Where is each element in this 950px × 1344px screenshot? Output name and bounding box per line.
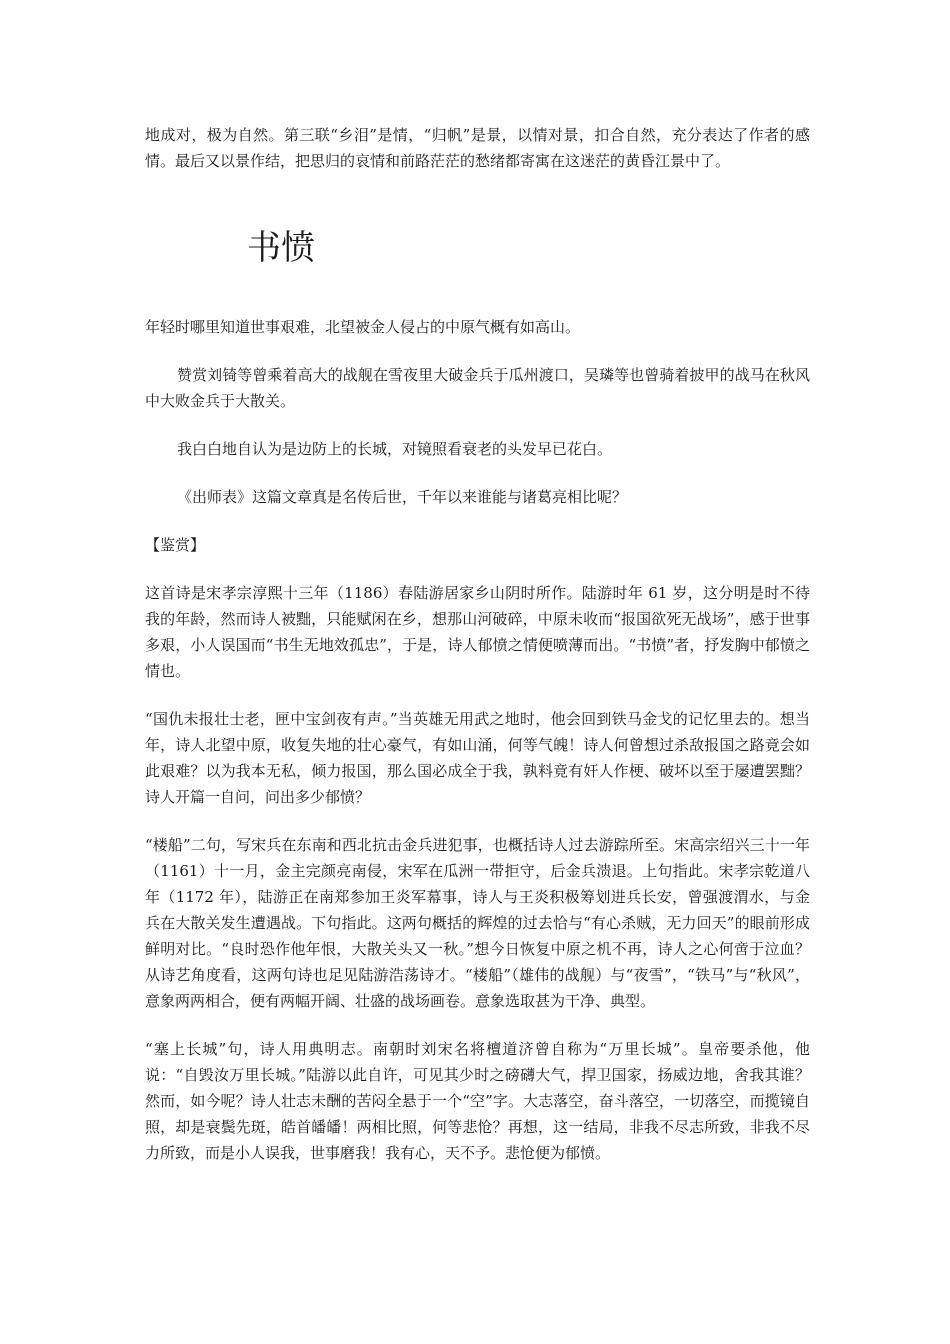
poem-title: 书愤 — [247, 228, 315, 268]
appreciation-paragraph-1: 这首诗是宋孝宗淳熙十三年（1186）春陆游居家乡山阴时所作。陆游时年 61 岁，这分明是时不待我的年龄，然而诗人被黜，只能赋闲在乡，想那山河破碎，中原未收而“报国欲死无战场”，感于世事多艰，小人误国而“书生无地效孤忠”，于是，诗人郁愤之情便喷薄而出。“书愤”者，抒发胸中郁愤之情也。 — [145, 584, 810, 680]
translation-line-3: 我白白地自认为是边防上的长城，对镜照看衰老的头发早已花白。 — [177, 440, 613, 458]
appreciation-heading: 【鉴赏】 — [145, 536, 206, 554]
translation-line-4: 《出师表》这篇文章真是名传后世，千年以来谁能与诸葛亮相比呢？ — [177, 488, 628, 506]
translation-line-1: 年轻时哪里知道世事艰难，北望被金人侵占的中原气概有如高山。 — [145, 318, 581, 336]
appreciation-paragraph-4: “塞上长城”句，诗人用典明志。南朝时刘宋名将檀道济曾自称为“万里长城”。皇帝要杀他，他说：“自毁汝万里长城。”陆游以此自许，可见其少时之磅礴大气，捍卫国家，扬威边地，舍我其谁？然而，如今呢？诗人壮志未酬的苦闷全悬于一个“空”字。大志落空，奋斗落空，一切落空，而揽镜自照，却是衰鬓先斑，皓首皤皤！两相比照，何等悲怆？再想，这一结局，非我不尽志所致，非我不尽力所致，而是小人误我，世事磨我！我有心，天不予。悲怆便为郁愤。 — [145, 1040, 810, 1162]
intro-paragraph: 地成对，极为自然。第三联“乡泪”是情，“归帆”是景，以情对景，扣合自然，充分表达了作者的感情。最后又以景作结，把思归的哀情和前路茫茫的愁绪都寄寓在这迷茫的黄昏江景中了。 — [145, 126, 810, 170]
appreciation-paragraph-3: “楼船”二句，写宋兵在东南和西北抗击金兵进犯事，也概括诗人过去游踪所至。宋高宗绍兴三十一年（1161）十一月，金主完颜亮南侵，宋军在瓜洲一带拒守，后金兵溃退。上句指此。宋孝宗乾道八年（1172 年），陆游正在南郑参加王炎军幕事，诗人与王炎积极筹划进兵长安，曾强渡渭水，与金兵在大散关发生遭遇战。下句指此。这两句概括的辉煌的过去恰与“有心杀贼，无力回天”的眼前形成鲜明对比。“良时恐作他年恨，大散关头又一秋。”想今日恢复中原之机不再，诗人之心何啻于泣血？从诗艺角度看，这两句诗也足见陆游浩荡诗才。“楼船”（雄伟的战舰）与“夜雪”，“铁马”与“秋风”，意象两两相合，便有两幅开阔、壮盛的战场画卷。意象选取甚为干净、典型。 — [145, 836, 810, 1010]
document-page — [145, 122, 810, 1166]
appreciation-paragraph-2: “国仇未报壮士老，匣中宝剑夜有声。”当英雄无用武之地时，他会回到铁马金戈的记忆里去的。想当年，诗人北望中原，收复失地的壮心豪气，有如山涌，何等气魄！诗人何曾想过杀敌报国之路竟会如此艰难？以为我本无私，倾力报国，那么国必成全于我，孰料竟有奸人作梗、破坏以至于屡遭罢黜？诗人开篇一自问，问出多少郁愤？ — [145, 710, 810, 806]
translation-line-2: 赞赏刘锜等曾乘着高大的战舰在雪夜里大破金兵于瓜州渡口，吴璘等也曾骑着披甲的战马在秋风中大败金兵于大散关。 — [145, 366, 810, 410]
